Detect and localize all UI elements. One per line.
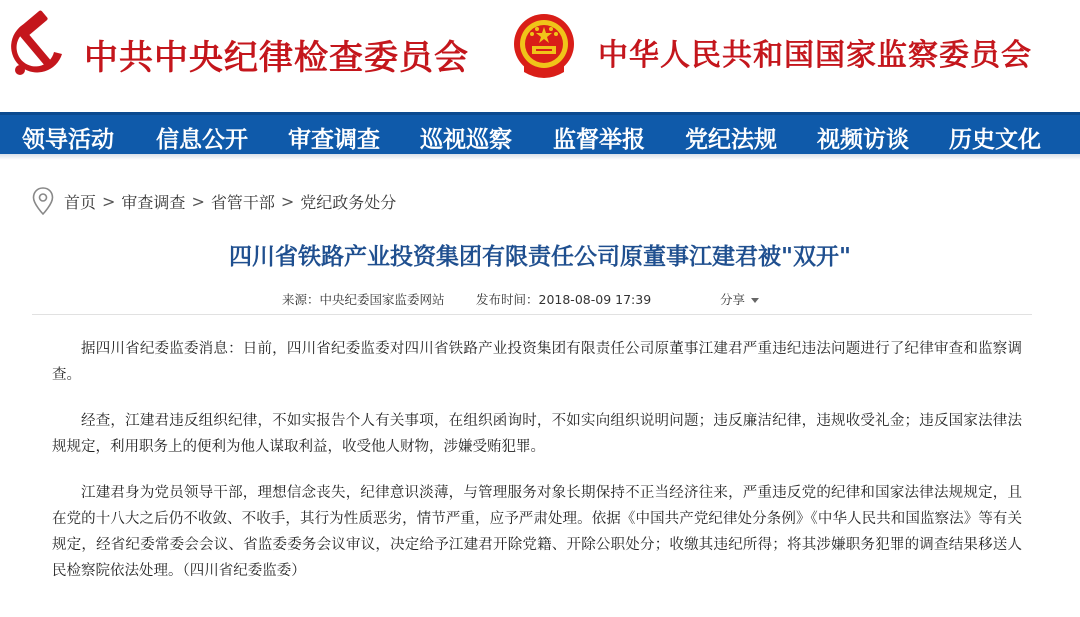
nav-item-supervision-report[interactable]: 监督举报 (553, 126, 645, 153)
site-header (0, 0, 1080, 112)
breadcrumb-separator: > (102, 191, 116, 211)
article-paragraph: 经查，江建君违反组织纪律，不如实报告个人有关事项，在组织函询时，不如实向组织说明问题；违反廉洁纪律，违规收受礼金；违反国家法律法规规定，利用职务上的便利为他人谋取利益，收受他人财物，涉嫌受贿犯罪。 (52, 413, 1022, 455)
breadcrumb-home[interactable]: 首页 (64, 192, 97, 212)
breadcrumb-provincial-cadres[interactable]: 省管干部 (210, 192, 275, 212)
nav-shadow (0, 154, 1080, 160)
main-nav (0, 112, 1080, 154)
org-name-right[interactable]: 中华人民共和国国家监察委员会 (598, 38, 1032, 73)
nav-item-inspection[interactable]: 巡视巡察 (420, 126, 512, 153)
hammer-sickle-icon[interactable] (4, 10, 72, 82)
share-label: 分享 (720, 292, 746, 307)
article-source: 来源：中央纪委国家监委网站 (282, 292, 445, 307)
caret-down-icon (751, 298, 759, 303)
breadcrumb-separator: > (191, 191, 205, 211)
nav-item-history-culture[interactable]: 历史文化 (949, 126, 1041, 153)
article-body (52, 336, 1022, 604)
article-paragraph: 江建君身为党员领导干部，理想信念丧失，纪律意识淡薄，与管理服务对象长期保持不正当经济往来，严重违反党的纪律和国家法律法规规定，且在党的十八大之后仍不收敛、不收手，其行为性质恶劣，情节严重，应予严肃处理。依据《中国共产党纪律处分条例》《中华人民共和国监察法》等有关规定，经省纪委常委会会议、省监委委务会议审议，决定给予江建君开除党籍、开除公职处分；收缴其违纪所得；将其涉嫌职务犯罪的调查结果移送人民检察院依法处理。（四川省纪委监委） (52, 485, 1022, 579)
nav-item-info-disclosure[interactable]: 信息公开 (156, 126, 248, 153)
national-emblem-icon[interactable] (510, 10, 578, 82)
breadcrumb (32, 186, 396, 216)
location-pin-icon (32, 187, 54, 215)
divider (32, 314, 1032, 315)
org-name-left[interactable]: 中共中央纪律检查委员会 (84, 38, 469, 78)
nav-item-video-interviews[interactable]: 视频访谈 (817, 126, 909, 153)
breadcrumb-separator: > (280, 191, 295, 211)
nav-item-review-investigation[interactable]: 审查调查 (288, 126, 380, 153)
article-publish-time: 发布时间：2018-08-09 17:39 (476, 292, 652, 307)
nav-item-regulations[interactable]: 党纪法规 (685, 126, 777, 153)
article-title: 四川省铁路产业投资集团有限责任公司原董事江建君被"双开" (229, 244, 851, 270)
breadcrumb-party-discipline[interactable]: 党纪政务处分 (300, 192, 397, 212)
share-button[interactable] (720, 290, 759, 308)
nav-item-leadership[interactable]: 领导活动 (22, 126, 114, 153)
breadcrumb-review-investigation[interactable]: 审查调查 (121, 192, 186, 212)
article-paragraph: 据四川省纪委监委消息：日前，四川省纪委监委对四川省铁路产业投资集团有限责任公司原董事江建君严重违纪违法问题进行了纪律审查和监察调查。 (52, 341, 1022, 383)
